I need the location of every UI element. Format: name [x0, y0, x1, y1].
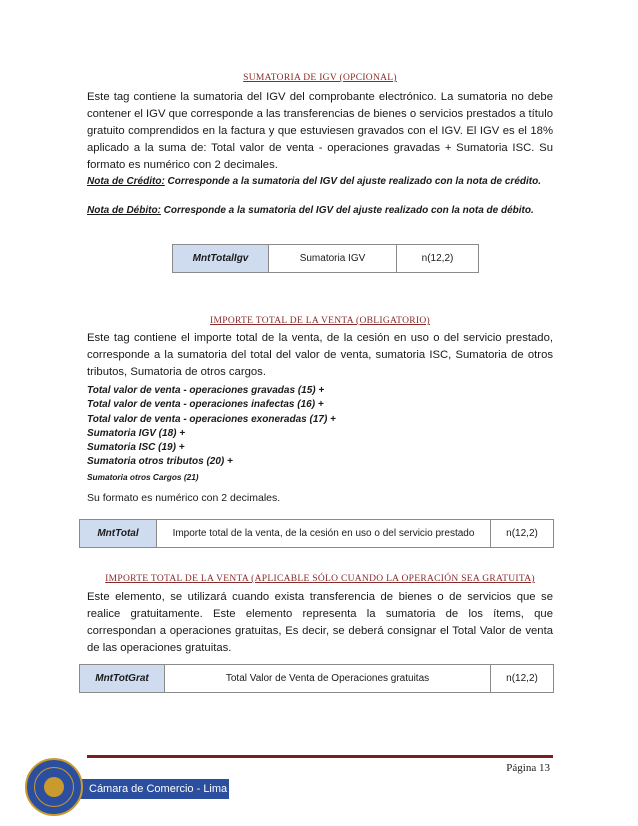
debit-note-label: Nota de Débito: [87, 205, 161, 216]
footer-rule [87, 755, 553, 758]
section-heading-total: IMPORTE TOTAL DE LA VENTA (OBLIGATORIO) [210, 316, 430, 326]
formula-line: Sumatoria otros Cargos (21) [87, 471, 199, 482]
section-heading-igv: SUMATORIA DE IGV (OPCIONAL) [243, 73, 397, 83]
formula-line: Total valor de venta - operaciones exoneradas (17) + [87, 413, 336, 425]
section-heading-free: IMPORTE TOTAL DE LA VENTA (APLICABLE SÓLO CUANDO LA OPERACIÓN SEA GRATUITA) [105, 574, 535, 584]
brand-banner: Cámara de Comercio - Lima [77, 779, 229, 799]
free-paragraph: Este elemento, se utilizará cuando exista transferencia de bienes o de servicios que se realice gratuitamente. Este elemento representa la sumatoria de los ítems, que correspondan a operaciones gratuitas, Es decir, se deberá consignar el Total Valor de venta de las operaciones gratuitas. [87, 591, 553, 654]
igv-paragraph: Este tag contiene la sumatoria del IGV del comprobante electrónico. La sumatoria no debe contener el IGV que corresponde a las transferencias de bienes o servicios prestados a título gratuito comprendidos en la factura y que estuviesen gravados con el IGV. El IGV es el 18% aplicado a la suma de: Total valor de venta - operaciones gravadas + Sumatoria ISC. Su formato es numérico con 2 decimales. [87, 91, 553, 171]
table-row [80, 665, 554, 693]
formula-line: Sumatoria ISC (19) + [87, 442, 185, 454]
tag-description-cell: Importe total de la venta, de la cesión en uso o del servicio prestado [157, 520, 491, 548]
formula-line: Sumatoria otros tributos (20) + [87, 456, 233, 468]
tag-name-cell: MntTotalIgv [173, 245, 269, 273]
formula-line: Total valor de venta - operaciones gravadas (15) + [87, 385, 325, 396]
formula-line: Sumatoria IGV (18) + [87, 427, 186, 439]
format-note: Su formato es numérico con 2 decimales. [87, 492, 281, 504]
table-row [173, 245, 479, 273]
total-formula [87, 384, 553, 484]
chamber-seal-logo [25, 758, 83, 816]
tag-format-cell: n(12,2) [491, 520, 554, 548]
credit-note-text: Corresponde a la sumatoria del IGV del ajuste realizado con la nota de crédito. [164, 176, 541, 187]
tag-description-cell: Sumatoria IGV [269, 245, 397, 273]
seal-emblem [44, 777, 64, 797]
tag-format-cell: n(12,2) [491, 665, 554, 693]
debit-note-text: Corresponde a la sumatoria del IGV del ajuste realizado con la nota de débito. [160, 205, 534, 216]
credit-note-label: Nota de Crédito: [87, 176, 165, 187]
total-paragraph: Este tag contiene el importe total de la venta, de la cesión en uso o del servicio prestado, corresponde a la sumatoria del total del valor de venta, sumatoria ISC, Sumatoria de otros tributos, Sumatoria de otros cargos. [87, 332, 553, 378]
tag-table-free [79, 664, 554, 693]
tag-description-cell: Total Valor de Venta de Operaciones gratuitas [165, 665, 491, 693]
formula-line: Total valor de venta - operaciones inafectas (16) + [87, 399, 324, 411]
table-row [80, 520, 554, 548]
tag-format-cell: n(12,2) [397, 245, 479, 273]
tag-table-igv [172, 244, 479, 273]
page-number: Página 13 [506, 762, 550, 774]
tag-table-total [79, 519, 554, 548]
credit-note [87, 175, 553, 189]
tag-name-cell: MntTotal [80, 520, 157, 548]
tag-name-cell: MntTotGrat [80, 665, 165, 693]
debit-note [87, 204, 553, 218]
